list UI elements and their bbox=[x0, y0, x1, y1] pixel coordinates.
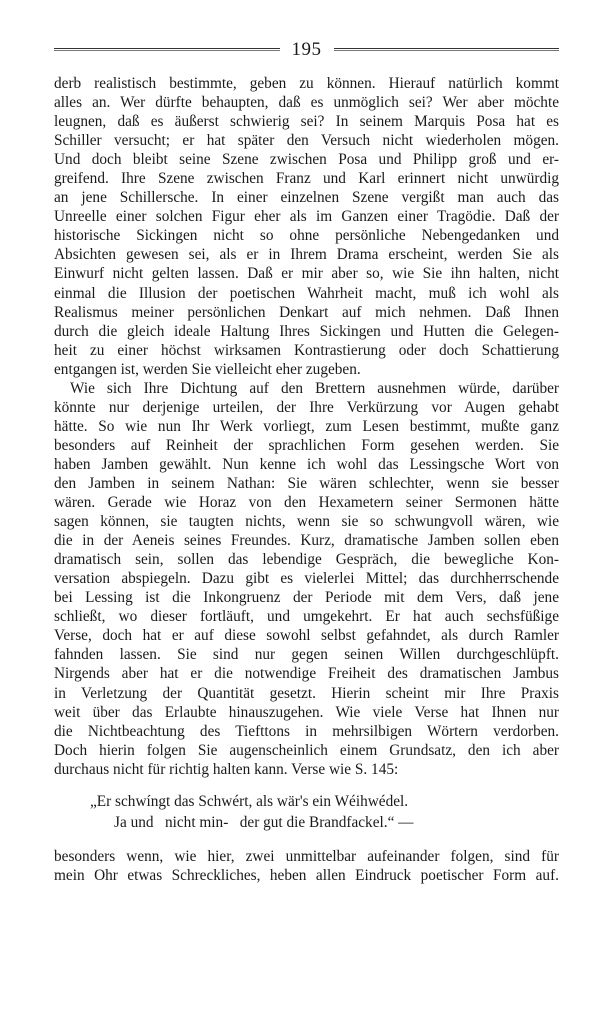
text-line: heit zu einer höchst wirksamen Kontrastierung oder doch Schattierung bbox=[54, 341, 559, 359]
text-line: dramatisch sein, sollen das lebendige Gespräch, die bewegliche Kon- bbox=[54, 551, 559, 569]
text-line: bei Lessing ist die Inkongruenz der Periode mit dem Vers, daß jene bbox=[54, 589, 559, 607]
text-line: Wie sich Ihre Dichtung auf den Brettern ausnehmen würde, darüber bbox=[70, 379, 559, 397]
paragraph bbox=[54, 847, 559, 885]
text-line: wären. Gerade wie Horaz von den Hexametern seiner Sermonen hätte bbox=[54, 494, 559, 512]
text-line: besonders wenn, wie hier, zwei unmittelbar aufeinander folgen, sind für bbox=[54, 847, 559, 865]
text-line: Einwurf nicht gelten lassen. Daß er mir aber so, wie Sie ihn halten, nicht bbox=[54, 265, 559, 283]
body-text bbox=[54, 74, 559, 885]
text-line: leugnen, daß es äußerst schwierig sei? In seinem Marquis Posa hat es bbox=[54, 113, 559, 131]
text-line: könnte nur derjenige urteilen, der Ihre Verkürzung vor Augen gehabt bbox=[54, 398, 559, 416]
text-line: versation abspiegeln. Dazu gibt es vielerlei Mittel; das durchherrschende bbox=[54, 570, 559, 588]
verse-line: „Er schwíngt das Schwért, als wär's ein Wéihwédel. bbox=[90, 792, 409, 810]
book-page bbox=[54, 36, 559, 885]
text-line: mein Ohr etwas Schreckliches, heben allen Eindruck poetischer Form auf. bbox=[54, 866, 559, 884]
text-line: derb realistisch bestimmte, geben zu können. Hierauf natürlich kommt bbox=[54, 75, 559, 92]
text-line: Realismus meiner persönlichen Denkart auf mich nehmen. Daß Ihnen bbox=[54, 303, 559, 321]
text-line: alles an. Wer dürfte behaupten, daß es unmöglich sei? Wer aber möchte bbox=[54, 94, 559, 112]
header-rule-left bbox=[54, 48, 280, 51]
text-line: hätte. So wie nun Ihr Werk vorliegt, zum Lesen bestimmt, mußte ganz bbox=[54, 417, 559, 435]
text-line: den Jamben in seinem Nathan: Sie wären schlechter, wenn sie besser bbox=[54, 474, 559, 492]
text-line: in Verletzung der Quantität gesetzt. Hierin scheint mir Ihre Praxis bbox=[54, 684, 559, 702]
text-line: fahnden lassen. Sie sind nur gegen seinen Willen durchgeschlüpft. bbox=[54, 646, 559, 664]
text-line: historische Sickingen nicht so ohne persönliche Nebengedanken und bbox=[54, 227, 559, 245]
text-line: Nirgends aber hat er die notwendige Freiheit des dramatischen Jambus bbox=[54, 665, 559, 683]
page-header bbox=[54, 36, 559, 62]
text-line: greifend. Ihre Szene zwischen Franz und Karl erinnert nicht unwürdig bbox=[54, 170, 559, 188]
verse-quotation bbox=[54, 791, 559, 833]
text-line: schließt, wo dieser fortläuft, und umgekehrt. Er hat auch sechsfüßige bbox=[54, 608, 559, 626]
text-line: durchaus nicht für richtig halten kann. Verse wie S. 145: bbox=[54, 760, 399, 778]
text-line: besonders auf Reinheit der sprachlichen Form gesehen werden. Sie bbox=[54, 436, 559, 454]
text-line: an jene Schillersche. In einer einzelnen Szene vergißt man auch das bbox=[54, 189, 559, 207]
text-line: Unreelle einer solchen Figur eher als im Ganzen einer Tragödie. Daß der bbox=[54, 208, 559, 226]
page-number: 195 bbox=[291, 38, 322, 60]
text-line: Absichten gewesen sei, als er in Ihrem Drama erscheint, werden Sie als bbox=[54, 246, 559, 264]
text-line: die in der Aeneis seines Freundes. Kurz, dramatische Jamben sollen eben bbox=[54, 532, 559, 550]
text-line: Doch hierin folgen Sie augenscheinlich einem Grundsatz, den ich aber bbox=[54, 741, 559, 759]
text-line: Verse, doch hat er auf diese sowohl selbst gefahndet, als durch Ramler bbox=[54, 627, 559, 645]
paragraph bbox=[54, 379, 559, 779]
paragraph bbox=[54, 74, 559, 379]
text-line: durch die gleich ideale Haltung Ihres Sickingen und Hutten die Gelegen- bbox=[54, 322, 559, 340]
text-line: einmal die Illusion der poetischen Wahrheit macht, muß ich wohl als bbox=[54, 284, 559, 302]
text-line: die Nichtbeachtung des Tiefttons in mehrsilbigen Wörtern verdorben. bbox=[54, 722, 559, 740]
text-line: Schiller versucht; er hat später den Versuch nicht wiederholen mögen. bbox=[54, 132, 559, 150]
text-line: Und doch bleibt seine Szene zwischen Posa und Philipp groß und er- bbox=[54, 151, 559, 169]
header-rule-right bbox=[334, 48, 560, 51]
text-line: haben Jamben gewählt. Nun kenne ich wohl das Lessingsche Wort von bbox=[54, 455, 559, 473]
text-line: sagen können, sie taugten nichts, wenn sie so schwungvoll wären, wie bbox=[54, 513, 559, 531]
text-line: entgangen ist, werden Sie vielleicht eher zugeben. bbox=[54, 360, 361, 378]
verse-line: Ja und nicht min- der gut die Brandfackel.“ — bbox=[114, 813, 414, 831]
text-line: weit über das Erlaubte hinauszugehen. Wie viele Verse hat Ihnen nur bbox=[54, 703, 559, 721]
